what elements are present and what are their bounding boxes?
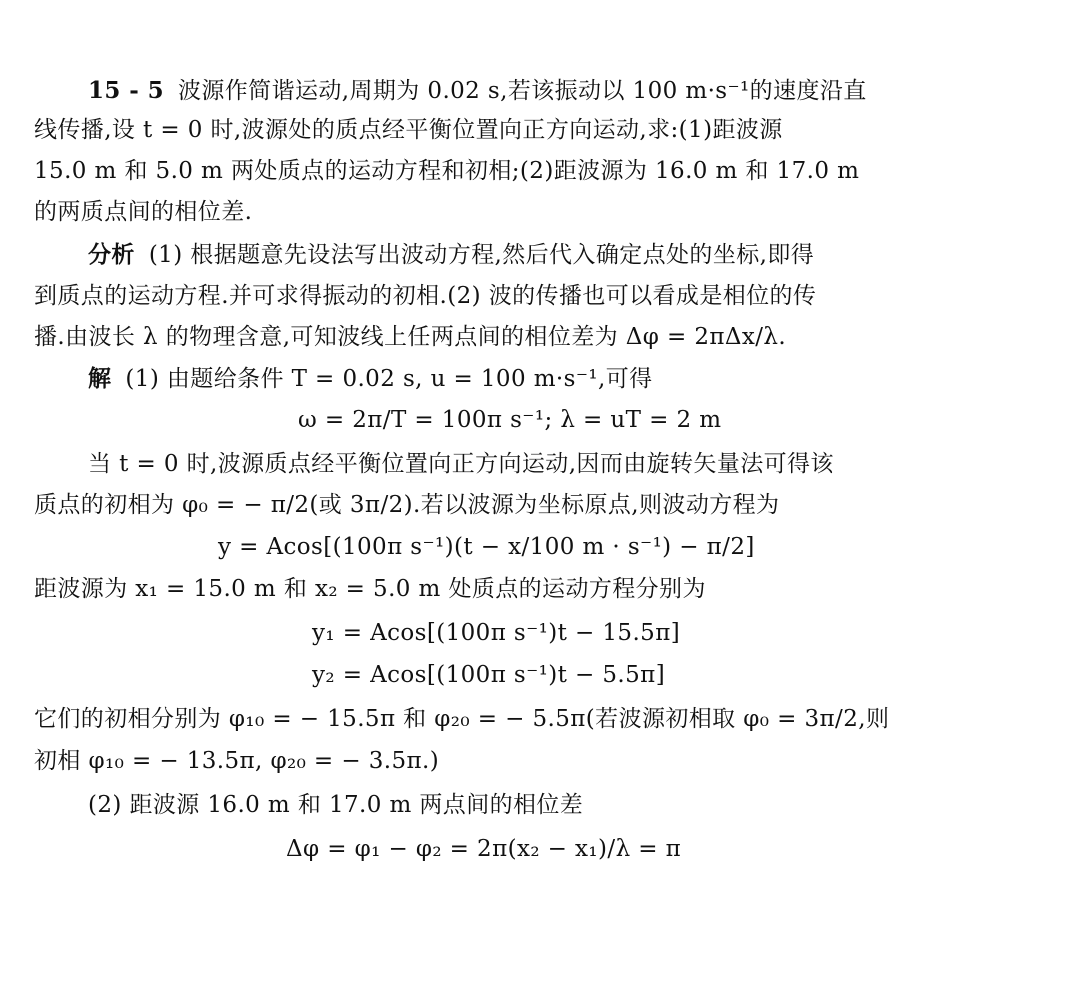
problem-line-2: 线传播,设 t = 0 时,波源处的质点经平衡位置向正方向运动,求:(1)距波源 [34, 117, 783, 143]
equation-wave: y = Acos[(100π s⁻¹)(t − x/100 m · s⁻¹) − π/2] [218, 534, 755, 560]
equation-y1: y₁ = Acos[(100π s⁻¹)t − 15.5π] [312, 620, 681, 646]
solution-part2: (2) 距波源 16.0 m 和 17.0 m 两点间的相位差 [88, 792, 584, 818]
solution-para4-line-1: 它们的初相分别为 φ₁₀ = − 15.5π 和 φ₂₀ = − 5.5π(若波源初相取 φ₀ = 3π/2,则 [34, 706, 890, 732]
solution-para2-line-1: 当 t = 0 时,波源质点经平衡位置向正方向运动,因而由旋转矢量法可得该 [88, 451, 834, 477]
solution-para2-line-2: 质点的初相为 φ₀ = − π/2(或 3π/2).若以波源为坐标原点,则波动方程为 [34, 492, 780, 518]
analysis-line-1 [88, 240, 814, 270]
analysis-line-3: 播.由波长 λ 的物理含意,可知波线上任两点间的相位差为 Δφ = 2πΔx/λ. [34, 324, 787, 350]
solution-para3: 距波源为 x₁ = 15.0 m 和 x₂ = 5.0 m 处质点的运动方程分别为 [34, 576, 706, 602]
problem-text-1: 波源作简谐运动,周期为 0.02 s,若该振动以 100 m·s⁻¹的速度沿直 [177, 78, 867, 104]
equation-omega-lambda: ω = 2π/T = 100π s⁻¹; λ = uT = 2 m [298, 407, 722, 433]
solution-label: 解 [88, 365, 112, 392]
equation-y2: y₂ = Acos[(100π s⁻¹)t − 5.5π] [312, 662, 666, 688]
analysis-label: 分析 [88, 241, 135, 268]
problem-line-4: 的两质点间的相位差. [34, 199, 253, 225]
equation-phase-difference: Δφ = φ₁ − φ₂ = 2π(x₂ − x₁)/λ = π [286, 836, 682, 862]
problem-line-1 [88, 76, 867, 106]
problem-line-3: 15.0 m 和 5.0 m 两处质点的运动方程和初相;(2)距波源为 16.0 m 和 17.0 m [34, 158, 860, 184]
solution-para4-line-2: 初相 φ₁₀ = − 13.5π, φ₂₀ = − 3.5π.) [34, 748, 440, 774]
problem-number: 15 - 5 [88, 77, 164, 104]
analysis-line-2: 到质点的运动方程.并可求得振动的初相.(2) 波的传播也可以看成是相位的传 [34, 283, 817, 309]
solution-line-1 [88, 364, 653, 394]
solution-text-1: (1) 由题给条件 T = 0.02 s, u = 100 m·s⁻¹,可得 [125, 366, 653, 392]
analysis-text-1: (1) 根据题意先设法写出波动方程,然后代入确定点处的坐标,即得 [148, 242, 815, 268]
